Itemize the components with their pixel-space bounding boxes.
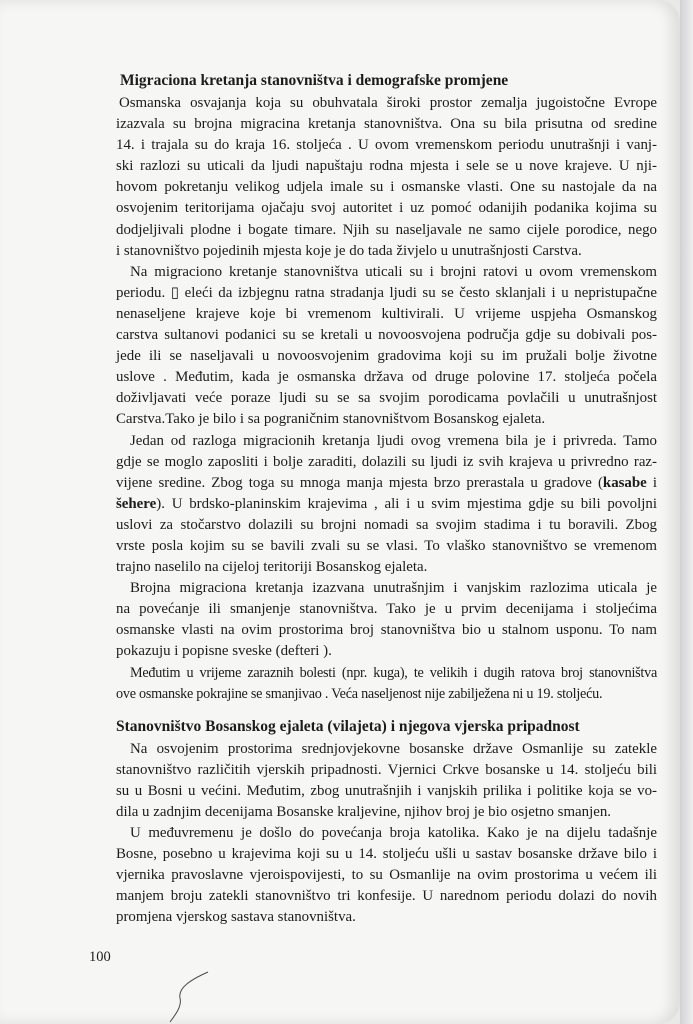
paragraph: [116, 431, 657, 579]
text-line: uslovi za stočarstvo dolazili su brojni nomadi sa svojim stadima i tu boravili. Zbog: [116, 516, 657, 533]
text-line: Jedan od razloga migracionih kretanja ljudi ovog vremena bila je i privreda. Tamo: [130, 432, 657, 449]
text-line: ove osmanske pokrajine se smanjivao . Veća naseljenost nije zabilježena ni u 19. stoljeću.: [116, 685, 603, 702]
text-line: dodjeljivali plodne i bogate timare. Njih su naseljavale ne samo cijele porodice, nego: [116, 221, 657, 238]
text-line: Carstva.Tako je bilo i sa pograničnim stanovništvom Bosanskog ejaleta.: [116, 411, 546, 428]
text-line: [116, 473, 657, 494]
text-line: periodu. ▯ eleći da izbjegnu ratna stradanja ljudi su se često sklanjali i u nepristupačne: [116, 284, 657, 301]
text-segment: i: [646, 474, 657, 491]
term-kasabe: kasabe: [602, 474, 647, 491]
text-line: i stanovništvo pojedinih mjesta koje je do tada živjelo u unutrašnjosti Carstva.: [116, 242, 582, 259]
text-line: trajno naselilo na cijeloj teritoriji Bosanskog ejaleta.: [116, 559, 428, 576]
text-line: ski razlozi su uticali da ljudi napuštaju rodna mjesta i sele se u nove krajeve. U nji-: [116, 158, 657, 175]
text-line: Međutim u vrijeme zaraznih bolesti (npr. kuga), te velikih i dugih ratova broj stanovništva: [130, 664, 657, 681]
text-segment: ). U brdsko-planinskim krajevima , ali i u svim mjestima gdje su bili povoljni: [156, 495, 657, 512]
text-line: promjena vjerskog sastava stanovništva.: [116, 909, 356, 926]
text-line: Brojna migraciona kretanja izazvana unutrašnjim i vanjskim razlozima uticala je: [130, 580, 657, 597]
text-line: Osmanska osvajanja koja su obuhvatala široki prostor zemalja jugoistočne Evrope: [119, 95, 657, 111]
section-heading-population: Stanovništvo Bosanskog ejaleta (vilajeta) i njegova vjerska pripadnost: [116, 717, 580, 735]
page-edge: [680, 0, 693, 1024]
paragraph: [116, 663, 657, 705]
text-line: dila u zadnjim decenijama Bosanske kraljevine, njihov broj je bio osjetno smanjen.: [116, 804, 611, 820]
text-line: osmanske vlasti na ovim prostorima broj stanovništva bio u stalnom usponu. To nam: [116, 622, 657, 639]
page-number: 100: [89, 949, 111, 965]
text-line: nenaseljene krajeve koje bi vremenom kultivirali. U vrijeme uspjeha Osmanskog: [116, 305, 657, 322]
text-line: Na migraciono kretanje stanovništva uticali su i brojni ratovi u ovom vremenskom: [130, 263, 657, 280]
text-line: osvojenim teritorijama ojačaju svoj autoritet i uz pomoć odanijih podanika kojima su: [116, 200, 657, 217]
text-line: na povećanje ili smanjenje stanovništva. Tako je u prvim decenijama i stoljećima: [116, 601, 657, 618]
text-line: stanovništvo različitih vjerskih pripadnosti. Vjernici Crkve bosanske u 14. stoljeću bili: [116, 761, 657, 778]
text-line: manjem broju zatekli stanovništvo tri konfesije. U narednom periodu dolazi do novih: [116, 888, 657, 905]
text-line: su u Bosni u većini. Međutim, zbog unutrašnjih i vanjskih prilika i politike koja se vo-: [116, 782, 657, 799]
text-line: doživljavati veće poraze ljudi su se sa svojim porodicama povlačili u unutrašnjost: [116, 390, 657, 407]
paragraph: [116, 823, 657, 928]
text-line: uslove . Međutim, kada je osmanska država od druge polovine 17. stoljeća počela: [116, 369, 657, 386]
text-line: Na osvojenim prostorima srednjovjekovne bosanske države Osmanlije su zatekle: [130, 740, 657, 757]
paragraph: [116, 93, 657, 262]
text-line: vjernika pravoslavne vjeroispovijesti, to su Osmanlije na ovim prostorima u većem ili: [116, 867, 657, 884]
term-sehere: šehere: [116, 495, 157, 512]
text-line: vrste posla kojim su se bavili zvali su se vlasi. To vlaško stanovništvo se vremenom: [116, 537, 657, 554]
text-line: gdje se moglo zaposliti i bolje zaraditi, dolazili su ljudi iz svih krajeva u privredno raz-: [116, 453, 657, 470]
text-line: izazvala su brojna migracina kretanja stanovništva. Ona su bila prisutna od sredine: [116, 116, 657, 133]
section-heading-migration: Migraciona kretanja stanovništva i demografske promjene: [120, 72, 509, 89]
text-line: Bosne, posebno u krajevima koji su u 14. stoljeću ušli u sastav bosanske države bilo i: [116, 846, 657, 863]
pen-mark-decoration: [150, 970, 210, 1024]
text-line: jede ili se naseljavali u novoosvojenim gradovima koji su im pružali bolje životne: [116, 348, 657, 365]
paragraph: [116, 578, 657, 662]
paragraph: [116, 262, 657, 431]
paragraph: [116, 739, 657, 823]
text-line: pokazuju i popisne sveske (defteri ).: [116, 643, 332, 660]
text-line: hovom pokretanju velikog udjela imale su i osmanske vlasti. One su nastojale da na: [116, 179, 657, 196]
text-line: 14. i trajala su do kraja 16. stoljeća . U ovom vremenskom periodu unutrašnji i vanj-: [116, 137, 657, 154]
text-line: U međuvremenu je došlo do povećanja broja katolika. Kako je na dijelu tadašnje: [130, 825, 657, 842]
text-line: [116, 494, 657, 515]
text-segment: vijene sredine. Zbog toga su mnoga manja mjesta brzo prerastala u gradove (: [116, 474, 603, 491]
text-line: carstva sultanovi podanici su se kretali u novoosvojena područja gdje su dobivali pos-: [116, 327, 657, 344]
page-content: [116, 70, 657, 929]
